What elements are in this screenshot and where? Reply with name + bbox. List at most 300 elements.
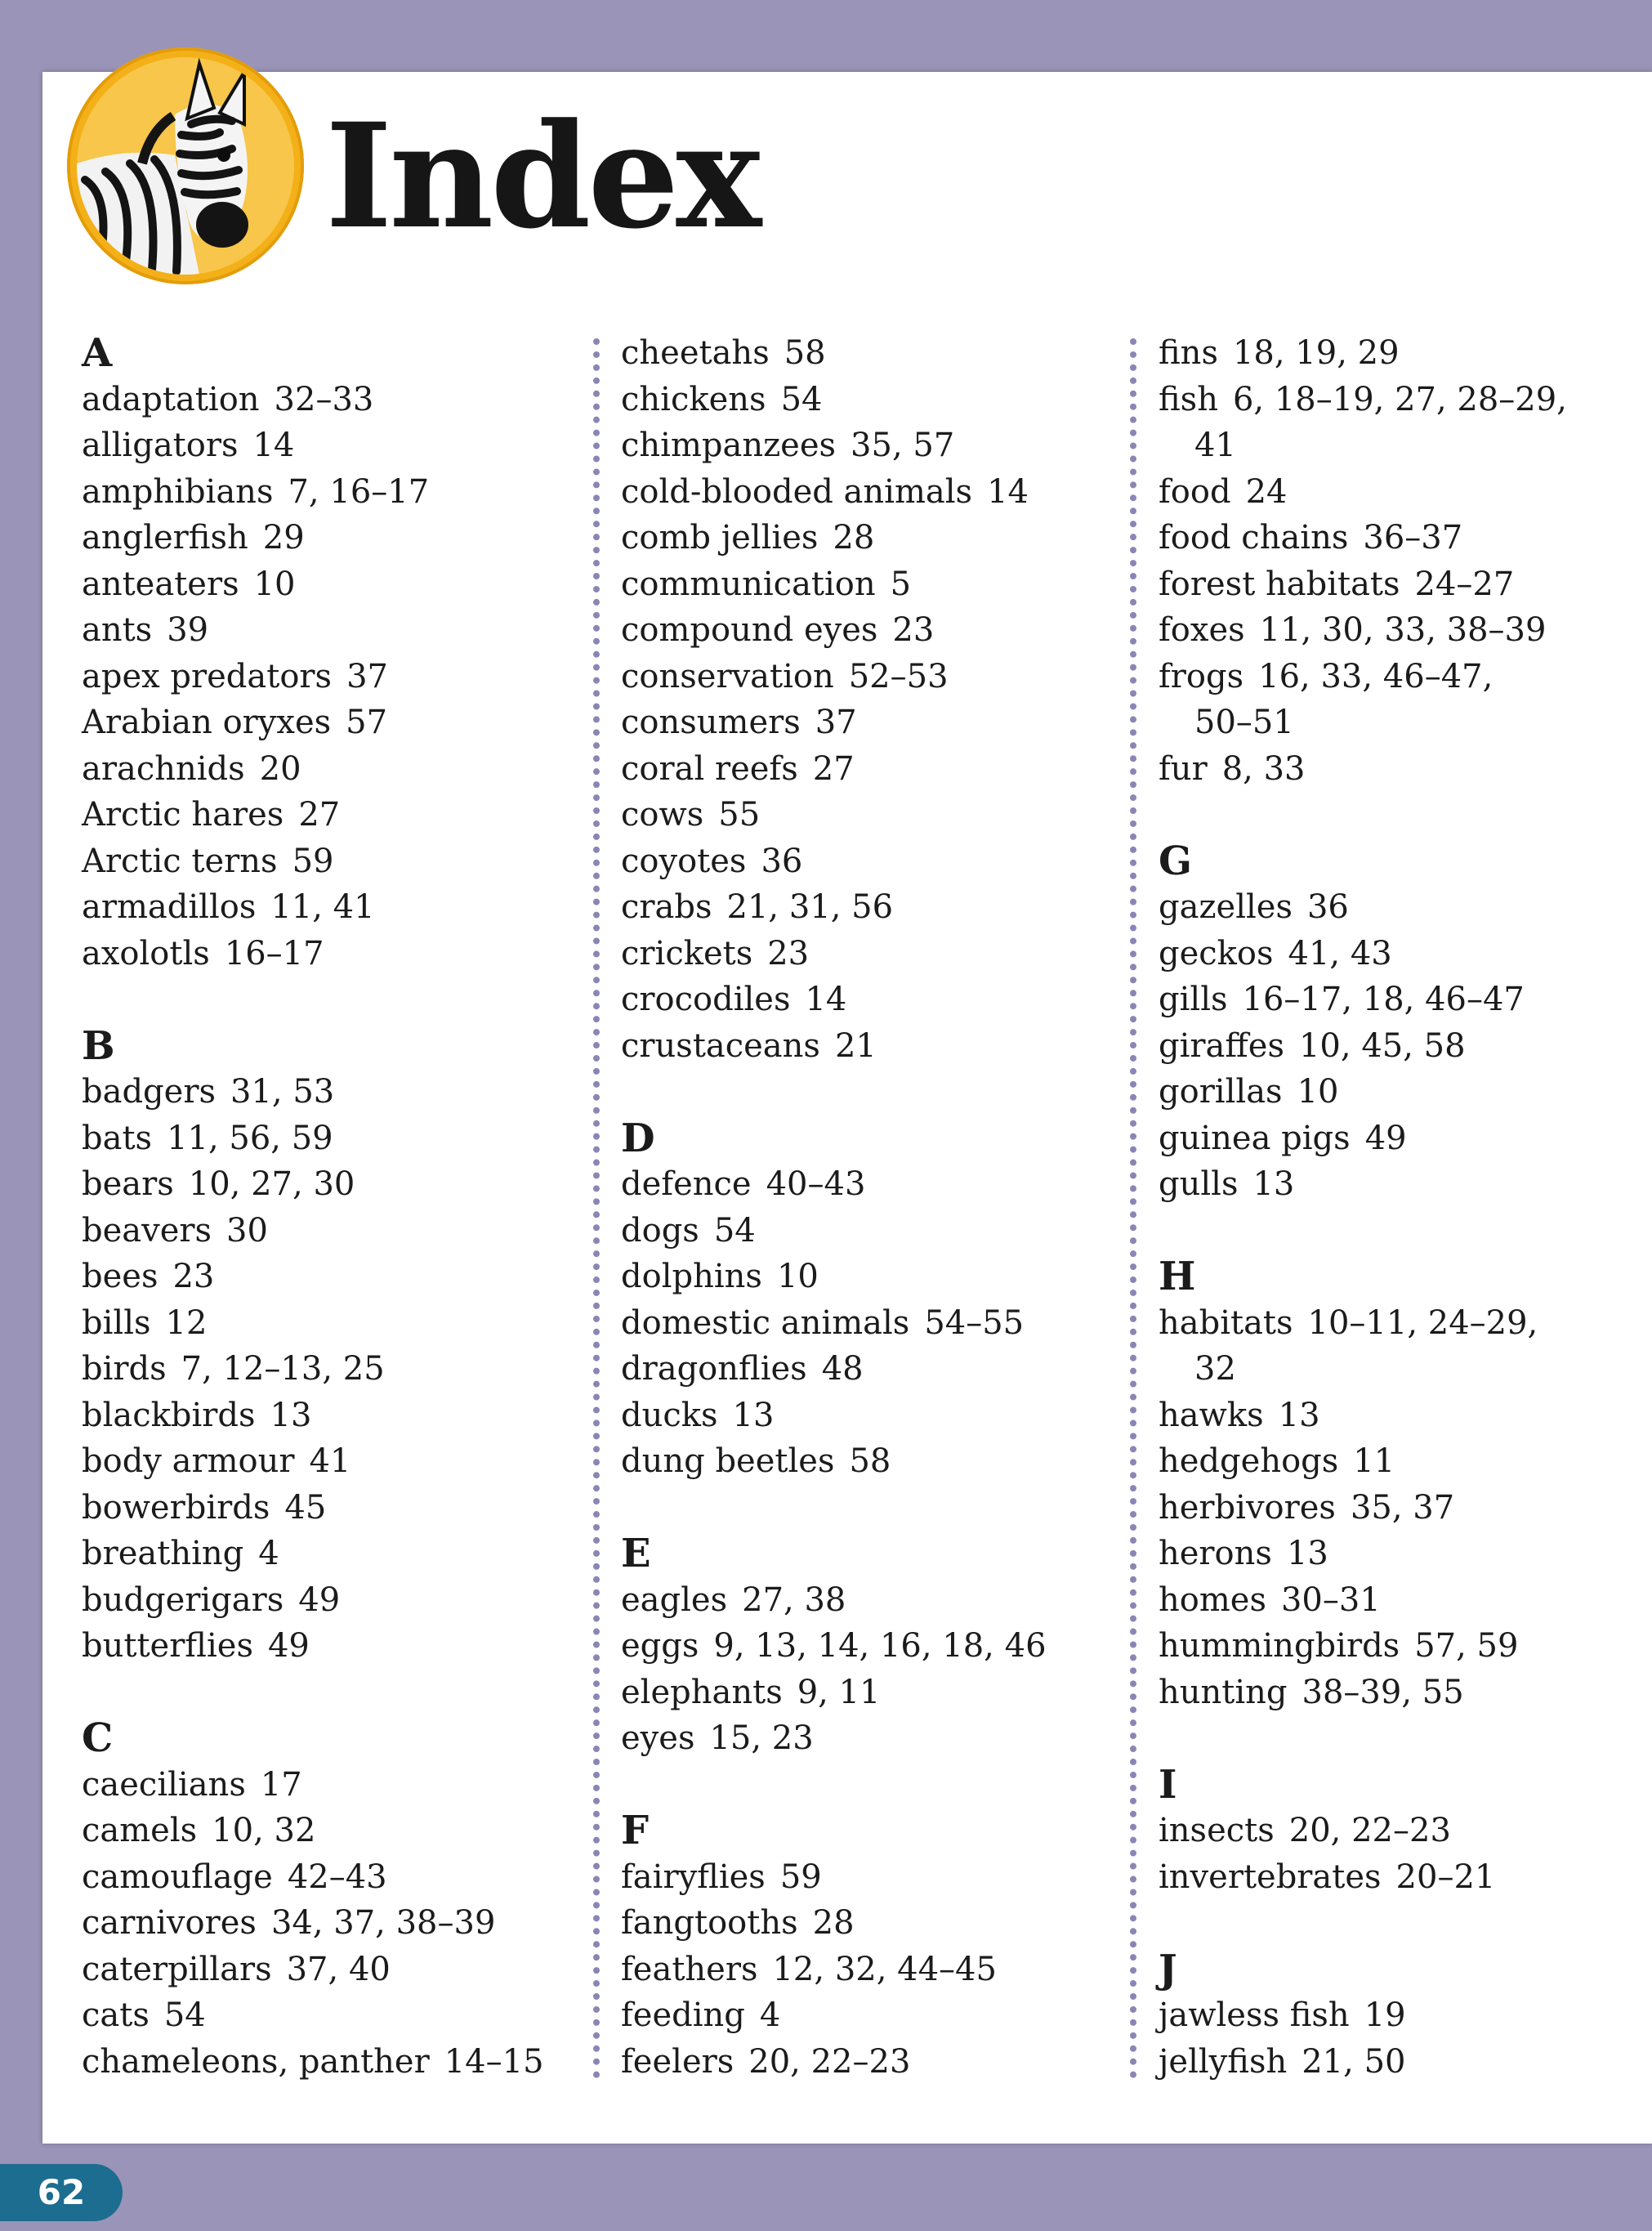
section-letter: B [82, 1022, 115, 1069]
index-pages: 21, 50 [1302, 2042, 1406, 2081]
index-term: elephants [621, 1673, 783, 1711]
index-entry [82, 377, 588, 423]
index-entry [82, 838, 588, 885]
index-pages: 10 [1297, 1073, 1339, 1111]
section-letter: F [621, 1808, 650, 1853]
index-column-1 [82, 330, 588, 2085]
index-pages: 14 [252, 427, 295, 464]
index-term: crocodiles [621, 981, 791, 1018]
index-term: hawks [1159, 1396, 1264, 1434]
index-entry [1159, 1992, 1652, 2039]
index-term: fish [1159, 380, 1218, 418]
section-gap [1159, 792, 1652, 838]
index-entry [1159, 884, 1652, 931]
index-term: gorillas [1159, 1073, 1283, 1111]
index-pages: 55 [718, 796, 761, 834]
section-letter: C [82, 1715, 114, 1761]
index-term: cold-blooded animals [621, 472, 973, 511]
index-entry [1159, 1577, 1652, 1624]
index-term: body armour [82, 1442, 295, 1480]
index-pages: 24 [1245, 472, 1288, 511]
section-gap [82, 1670, 588, 1716]
index-pages: 19 [1364, 1996, 1406, 2034]
index-entry [82, 1254, 588, 1300]
index-entry [82, 469, 588, 516]
index-entry [1159, 1531, 1652, 1577]
index-entry [82, 1161, 588, 1208]
index-pages: 37 [346, 657, 388, 695]
index-pages: 14–15 [444, 2042, 544, 2081]
index-term: carnivores [82, 1904, 257, 1942]
index-entry [1159, 746, 1652, 793]
index-term: guinea pigs [1159, 1119, 1351, 1157]
index-pages: 10 [776, 1258, 819, 1295]
index-term: cats [82, 1996, 150, 2034]
index-entry [1159, 1808, 1652, 1854]
index-term: ants [82, 611, 153, 649]
index-pages: 54 [163, 1996, 206, 2034]
index-entry [82, 884, 588, 931]
index-entry [82, 1947, 588, 1993]
index-entry [621, 1393, 1127, 1439]
index-pages: 16–17 [224, 934, 324, 972]
section-gap [1159, 1715, 1652, 1762]
index-term: eggs [621, 1627, 699, 1665]
index-entry [621, 1992, 1127, 2039]
index-entry [1159, 1485, 1652, 1531]
index-term: birds [82, 1350, 167, 1388]
index-entry [1159, 1161, 1652, 1208]
index-term: foxes [1159, 611, 1245, 649]
index-entry [621, 1900, 1127, 1947]
index-entry [621, 1161, 1127, 1208]
section-gap [621, 1762, 1127, 1808]
column-divider [593, 338, 600, 2079]
index-term: chameleons, panther [82, 2042, 430, 2081]
index-entry [1159, 607, 1652, 654]
index-pages: 17 [260, 1765, 302, 1804]
index-term: food chains [1159, 519, 1349, 557]
index-term: feelers [621, 2042, 734, 2081]
index-entry [1159, 1300, 1652, 1347]
index-entry [1159, 1623, 1652, 1670]
index-entry [82, 1393, 588, 1439]
index-entry [82, 792, 588, 838]
index-column-3 [1159, 330, 1652, 2085]
index-pages: 27 [812, 749, 855, 788]
index-entry [82, 1208, 588, 1254]
index-entry [82, 746, 588, 793]
index-term: dragonflies [621, 1350, 807, 1388]
index-pages: 21, 31, 56 [726, 888, 894, 926]
index-pages: 54 [780, 380, 823, 418]
index-entry [621, 1577, 1127, 1624]
index-pages: 10–11, 24–29, [1307, 1303, 1538, 1342]
index-pages: 18, 19, 29 [1232, 334, 1400, 372]
index-pages: 35, 37 [1350, 1488, 1455, 1527]
index-entry [82, 931, 588, 977]
index-pages: 15, 23 [709, 1719, 814, 1757]
index-term: adaptation [82, 380, 260, 418]
section-letter: G [1159, 838, 1192, 884]
index-entry [82, 515, 588, 561]
index-entry [82, 1808, 588, 1854]
index-entry [1159, 515, 1652, 561]
index-entry [1159, 1023, 1652, 1070]
index-pages: 11 [1353, 1442, 1395, 1480]
index-term: bills [82, 1303, 151, 1342]
index-entry-continuation: 50–51 [1194, 704, 1294, 741]
index-pages: 12, 32, 44–45 [772, 1950, 997, 1988]
index-entry [621, 1023, 1127, 1070]
index-term: dogs [621, 1211, 699, 1250]
index-term: anglerfish [82, 519, 248, 557]
index-pages: 20 [259, 749, 301, 788]
index-pages: 57, 59 [1414, 1627, 1519, 1665]
index-pages: 36 [1306, 888, 1349, 926]
index-term: badgers [82, 1073, 216, 1111]
index-term: anteaters [82, 565, 239, 603]
index-pages: 4 [759, 1996, 781, 2034]
index-term: Arabian oryxes [82, 704, 332, 741]
index-entry [621, 792, 1127, 838]
index-entry [1159, 377, 1652, 423]
index-term: invertebrates [1159, 1858, 1382, 1896]
index-pages: 16, 33, 46–47, [1258, 657, 1493, 695]
index-entry [621, 1715, 1127, 1762]
index-pages: 13 [1286, 1535, 1328, 1572]
index-pages: 36–37 [1363, 519, 1463, 557]
index-term: breathing [82, 1535, 244, 1572]
index-entry [1159, 1854, 1652, 1901]
index-pages: 20, 22–23 [748, 2042, 911, 2081]
index-pages: 30–31 [1280, 1580, 1381, 1619]
index-pages: 13 [1252, 1165, 1295, 1203]
index-term: budgerigars [82, 1580, 284, 1619]
index-term: domestic animals [621, 1303, 910, 1342]
index-entry [1159, 1393, 1652, 1439]
index-entry [621, 1623, 1127, 1670]
index-entry [1159, 977, 1652, 1023]
index-entry [82, 1623, 588, 1670]
index-term: hummingbirds [1159, 1627, 1400, 1665]
index-entry [621, 1854, 1127, 1901]
index-term: giraffes [1159, 1026, 1284, 1065]
index-entry [1159, 561, 1652, 608]
index-pages: 21 [834, 1026, 877, 1065]
index-term: camouflage [82, 1858, 273, 1896]
index-term: chimpanzees [621, 427, 837, 464]
zebra-medallion [67, 47, 304, 284]
index-term: crickets [621, 934, 753, 972]
index-term: habitats [1159, 1303, 1293, 1342]
index-entry-continuation: 32 [1194, 1350, 1236, 1388]
index-term: crabs [621, 888, 712, 926]
index-pages: 59 [292, 842, 334, 880]
index-pages: 37 [815, 704, 857, 741]
index-term: bowerbirds [82, 1488, 270, 1527]
index-entry [621, 423, 1127, 469]
index-pages: 49 [267, 1627, 310, 1665]
index-pages: 10, 27, 30 [188, 1165, 355, 1203]
index-entry [621, 607, 1127, 654]
index-entry [82, 423, 588, 469]
index-entry [82, 1485, 588, 1531]
index-pages: 54–55 [924, 1303, 1025, 1342]
index-entry [621, 377, 1127, 423]
index-entry [621, 884, 1127, 931]
index-pages: 31, 53 [230, 1073, 335, 1111]
index-term: consumers [621, 704, 801, 741]
index-pages: 9, 13, 14, 16, 18, 46 [713, 1627, 1047, 1665]
index-pages: 23 [767, 934, 810, 972]
index-pages: 27, 38 [742, 1580, 846, 1619]
index-pages: 13 [1278, 1396, 1320, 1434]
index-pages: 58 [849, 1442, 891, 1480]
index-entry [1159, 1069, 1652, 1116]
index-term: compound eyes [621, 611, 878, 649]
index-entry [621, 1254, 1127, 1300]
index-term: hedgehogs [1159, 1442, 1339, 1480]
index-pages: 39 [167, 611, 209, 649]
index-pages: 49 [1364, 1119, 1407, 1157]
index-term: bears [82, 1165, 174, 1203]
index-entry [82, 1900, 588, 1947]
index-pages: 27 [298, 796, 341, 834]
index-pages: 6, 18–19, 27, 28–29, [1232, 380, 1567, 418]
index-term: bats [82, 1119, 153, 1157]
index-pages: 10 [253, 565, 296, 603]
section-gap [1159, 1900, 1652, 1947]
index-pages: 7, 16–17 [288, 472, 430, 511]
index-term: forest habitats [1159, 565, 1400, 603]
index-term: herbivores [1159, 1488, 1336, 1527]
index-entry [82, 1300, 588, 1347]
index-term: fur [1159, 749, 1208, 788]
index-entry [621, 654, 1127, 700]
index-term: armadillos [82, 888, 257, 926]
index-pages: 24–27 [1414, 565, 1515, 603]
section-gap [1159, 1208, 1652, 1254]
index-entry [82, 607, 588, 654]
index-term: gazelles [1159, 888, 1293, 926]
index-term: coral reefs [621, 749, 798, 788]
index-pages: 38–39, 55 [1302, 1673, 1464, 1711]
index-entry [621, 1208, 1127, 1254]
index-pages: 48 [821, 1350, 864, 1388]
index-pages: 10, 32 [212, 1812, 316, 1849]
index-pages: 28 [833, 519, 875, 557]
index-term: amphibians [82, 472, 274, 511]
page-title: Index [325, 92, 759, 261]
index-entry [1159, 931, 1652, 977]
index-term: apex predators [82, 657, 333, 695]
index-term: fairyflies [621, 1858, 766, 1896]
index-term: Arctic terns [82, 842, 278, 880]
index-term: eagles [621, 1580, 728, 1619]
index-term: camels [82, 1812, 198, 1849]
index-entry-continuation: 41 [1194, 427, 1236, 464]
section-letter: J [1159, 1946, 1177, 1992]
index-entry [82, 1346, 588, 1393]
index-entry [82, 561, 588, 608]
section-gap [621, 1485, 1127, 1531]
index-term: hunting [1159, 1673, 1288, 1711]
index-entry [621, 330, 1127, 377]
index-entry [82, 1116, 588, 1162]
index-entry [621, 931, 1127, 977]
index-pages: 29 [262, 519, 305, 557]
index-pages: 59 [779, 1858, 822, 1896]
index-term: crustaceans [621, 1026, 820, 1065]
index-entry [1159, 1438, 1652, 1485]
section-letter: E [621, 1531, 651, 1576]
index-pages: 13 [732, 1396, 775, 1434]
index-term: defence [621, 1165, 752, 1203]
index-term: alligators [82, 427, 239, 464]
index-term: homes [1159, 1580, 1266, 1619]
index-entry [621, 515, 1127, 561]
index-term: herons [1159, 1535, 1272, 1572]
index-entry [1159, 654, 1652, 700]
index-pages: 11, 56, 59 [167, 1119, 333, 1157]
index-pages: 57 [346, 704, 388, 741]
zebra-head-icon [77, 57, 294, 275]
section-letter: I [1159, 1761, 1177, 1808]
index-entry [621, 838, 1127, 885]
index-term: jellyfish [1159, 2042, 1288, 2081]
index-term: axolotls [82, 934, 210, 972]
index-term: feeding [621, 1996, 745, 2034]
index-entry [1159, 1670, 1652, 1716]
index-term: fins [1159, 334, 1218, 372]
index-term: food [1159, 472, 1231, 511]
index-pages: 23 [892, 611, 935, 649]
index-pages: 12 [165, 1303, 208, 1342]
index-pages: 20, 22–23 [1288, 1812, 1451, 1849]
index-pages: 41 [309, 1442, 351, 1480]
index-entry [82, 1992, 588, 2039]
index-term: dung beetles [621, 1442, 835, 1480]
index-term: coyotes [621, 842, 747, 880]
index-pages: 14 [987, 472, 1029, 511]
index-pages: 30 [226, 1211, 268, 1250]
section-letter: H [1159, 1254, 1196, 1299]
index-pages: 36 [761, 842, 803, 880]
section-letter: A [82, 330, 113, 376]
index-entry [82, 1531, 588, 1577]
index-entry [621, 746, 1127, 793]
index-entry [82, 700, 588, 746]
index-term: feathers [621, 1950, 758, 1988]
index-term: gills [1159, 981, 1228, 1018]
index-term: dolphins [621, 1258, 762, 1295]
index-pages: 32–33 [274, 380, 374, 418]
index-entry [621, 1947, 1127, 1993]
index-entry [1159, 469, 1652, 516]
index-entry [82, 1577, 588, 1624]
index-pages: 35, 57 [851, 427, 955, 464]
index-term: arachnids [82, 749, 245, 788]
index-term: eyes [621, 1719, 695, 1757]
index-pages: 34, 37, 38–39 [270, 1904, 496, 1942]
index-term: conservation [621, 657, 834, 695]
index-term: communication [621, 565, 876, 603]
index-entry [621, 1346, 1127, 1393]
section-gap [82, 977, 588, 1023]
index-term: chickens [621, 380, 766, 418]
index-term: geckos [1159, 934, 1274, 972]
index-entry [621, 561, 1127, 608]
index-term: beavers [82, 1211, 212, 1250]
index-pages: 28 [812, 1904, 855, 1942]
index-entry [1159, 1116, 1652, 1162]
index-entry [621, 469, 1127, 516]
index-entry [82, 1762, 588, 1808]
index-term: Arctic hares [82, 796, 284, 834]
index-term: jawless fish [1159, 1996, 1350, 2034]
index-pages: 11, 41 [270, 888, 375, 926]
index-term: cheetahs [621, 334, 770, 372]
index-entry [621, 2039, 1127, 2086]
index-entry [1159, 2039, 1652, 2086]
index-pages: 45 [284, 1488, 327, 1527]
index-term: butterflies [82, 1627, 253, 1665]
index-term: insects [1159, 1812, 1275, 1849]
index-term: caterpillars [82, 1950, 272, 1988]
index-entry [82, 1069, 588, 1116]
index-pages: 58 [784, 334, 826, 372]
index-pages: 52–53 [848, 657, 949, 695]
index-pages: 13 [270, 1396, 312, 1434]
index-term: comb jellies [621, 519, 819, 557]
index-term: blackbirds [82, 1396, 256, 1434]
index-pages: 42–43 [287, 1858, 387, 1896]
index-term: frogs [1159, 657, 1244, 695]
index-pages: 54 [713, 1211, 756, 1250]
section-gap [621, 1069, 1127, 1116]
index-term: bees [82, 1258, 159, 1295]
index-pages: 20–21 [1395, 1858, 1496, 1896]
index-pages: 40–43 [766, 1165, 866, 1203]
page-number: 62 [0, 2164, 123, 2221]
index-pages: 41, 43 [1288, 934, 1392, 972]
column-divider [1130, 338, 1136, 2079]
index-pages: 8, 33 [1221, 749, 1306, 788]
index-term: ducks [621, 1396, 718, 1434]
index-entry [82, 1438, 588, 1485]
index-pages: 14 [805, 981, 847, 1018]
index-entry [82, 654, 588, 700]
index-pages: 37, 40 [286, 1950, 391, 1988]
index-pages: 11, 30, 33, 38–39 [1259, 611, 1547, 649]
index-pages: 10, 45, 58 [1298, 1026, 1466, 1065]
index-entry [621, 977, 1127, 1023]
index-entry [82, 2039, 588, 2086]
index-pages: 7, 12–13, 25 [181, 1350, 385, 1388]
index-pages: 4 [258, 1535, 279, 1572]
index-pages: 5 [890, 565, 912, 603]
index-entry [621, 1438, 1127, 1485]
index-pages: 16–17, 18, 46–47 [1242, 981, 1525, 1018]
index-entry [621, 1670, 1127, 1716]
index-term: fangtooths [621, 1904, 798, 1942]
index-term: cows [621, 796, 704, 834]
index-column-2 [621, 330, 1127, 2085]
index-entry [621, 700, 1127, 746]
index-entry [621, 1300, 1127, 1347]
section-letter: D [621, 1115, 655, 1161]
